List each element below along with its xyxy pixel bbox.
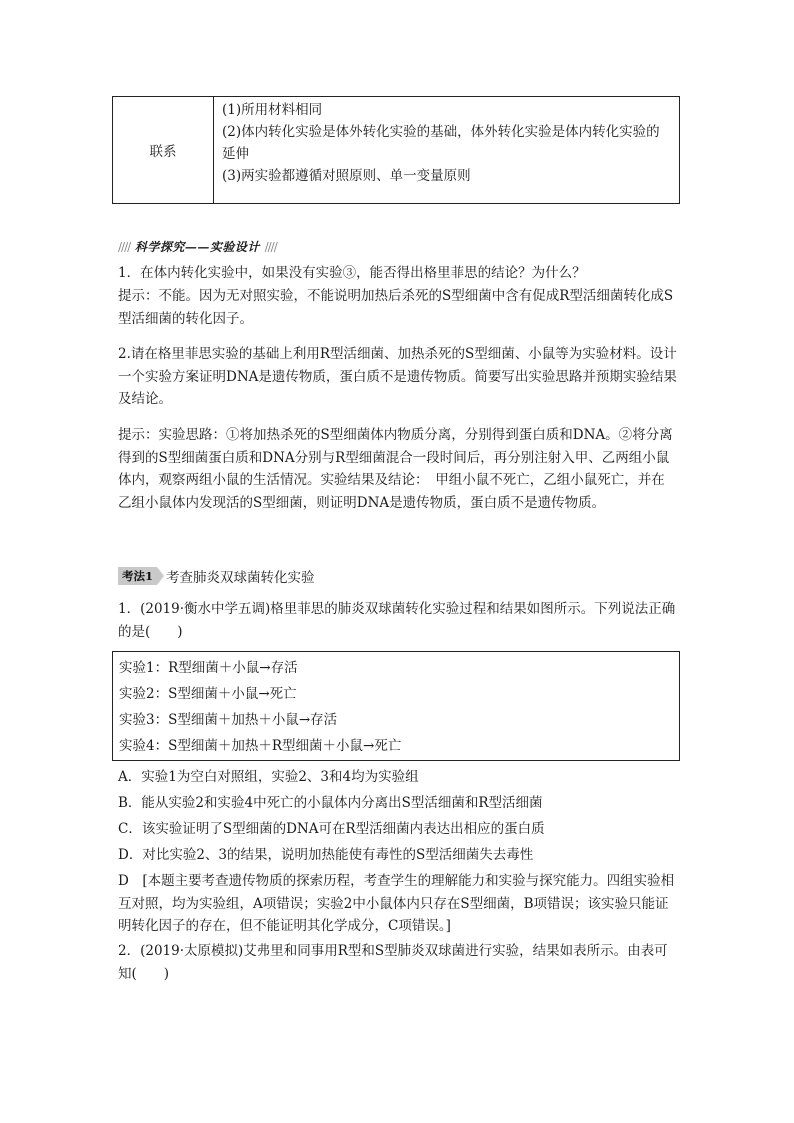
relation-table-header: 联系	[113, 97, 214, 203]
kaofa-title: 考查肺炎双球菌转化实验	[166, 570, 315, 586]
relation-line-2: (2)体内转化实验是体外转化实验的基础，体外转化实验是体内转化实验的延伸	[222, 124, 660, 162]
inquiry-a2: 提示：实验思路：①将加热杀死的S型细菌体内物质分离，分别得到蛋白质和DNA。②将分离得到的S型细菌蛋白质和DNA分别与R型细菌混合一段时间后，再分别注射入甲、乙两组小鼠体内，观察两组小鼠的生活情况。实验结果及结论： 甲组小鼠不死亡，乙组小鼠死亡，并在乙组小鼠体内发现活的S型细菌，则证明DNA是遗传物质，蛋白质不是遗传物质。	[118, 427, 673, 511]
option-b: B．能从实验2和实验4中死亡的小鼠体内分离出S型活细菌和R型活细菌	[118, 795, 543, 811]
experiment-1: 实验1：R型细菌＋小鼠→存活	[119, 660, 298, 676]
inquiry-q1: 1．在体内转化实验中，如果没有实验③，能否得出格里菲思的结论？为什么？	[118, 265, 586, 281]
question2-stem: 2．(2019·太原模拟)艾弗里和同事用R型和S型肺炎双球菌进行实验，结果如表所示。由表可知( )	[118, 943, 668, 982]
experiment-4: 实验4：S型细菌＋加热＋R型细菌＋小鼠→死亡	[119, 738, 402, 754]
kaofa-arrow-icon	[157, 567, 164, 585]
section-header	[118, 238, 277, 255]
relation-line-3: (3)两实验都遵循对照原则、单一变量原则	[222, 168, 471, 184]
kaofa-tag: 考法1	[118, 567, 157, 585]
experiment-3: 实验3：S型细菌＋加热＋小鼠→存活	[119, 712, 338, 728]
relation-table-body	[214, 97, 679, 203]
experiments-box	[112, 651, 680, 761]
question1-stem: 1．(2019·衡水中学五调)格里菲思的肺炎双球菌转化实验过程和结果如图所示。下列说法正确的是( )	[118, 601, 676, 640]
section-header-slashes-right: ////	[264, 240, 277, 254]
relation-table	[112, 96, 680, 204]
option-c: C．该实验证明了S型细菌的DNA可在R型活细菌内表达出相应的蛋白质	[118, 821, 545, 837]
question1-options	[118, 764, 678, 868]
option-a: A．实验1为空白对照组，实验2、3和4均为实验组	[118, 769, 419, 785]
relation-line-1: (1)所用材料相同	[222, 102, 323, 118]
question1-answer: D [本题主要考查遗传物质的探索历程，考查学生的理解能力和实验与探究能力。四组实验相互对照，均为实验组，A项错误；实验2中小鼠体内只存在S型细菌，B项错误；该实验只能证明转化因子的存在，但不能证明其化学成分，C项错误。]	[118, 873, 675, 934]
experiment-2: 实验2：S型细菌＋小鼠→死亡	[119, 686, 297, 702]
inquiry-a1: 提示：不能。因为无对照实验，不能说明加热后杀死的S型细菌中含有促成R型活细菌转化成S型活细菌的转化因子。	[118, 288, 674, 327]
inquiry-q2: 2.请在格里菲思实验的基础上利用R型活细菌、加热杀死的S型细菌、小鼠等为实验材料。设计一个实验方案证明DNA是遗传物质，蛋白质不是遗传物质。简要写出实验思路并预期实验结果及结论。	[118, 346, 677, 407]
section-header-slashes-left: ////	[118, 240, 131, 254]
kaofa-badge	[118, 567, 315, 585]
section-header-title: 科学探究——实验设计	[134, 240, 260, 254]
option-d: D．对比实验2、3的结果，说明加热能使有毒性的S型活细菌失去毒性	[118, 847, 534, 863]
